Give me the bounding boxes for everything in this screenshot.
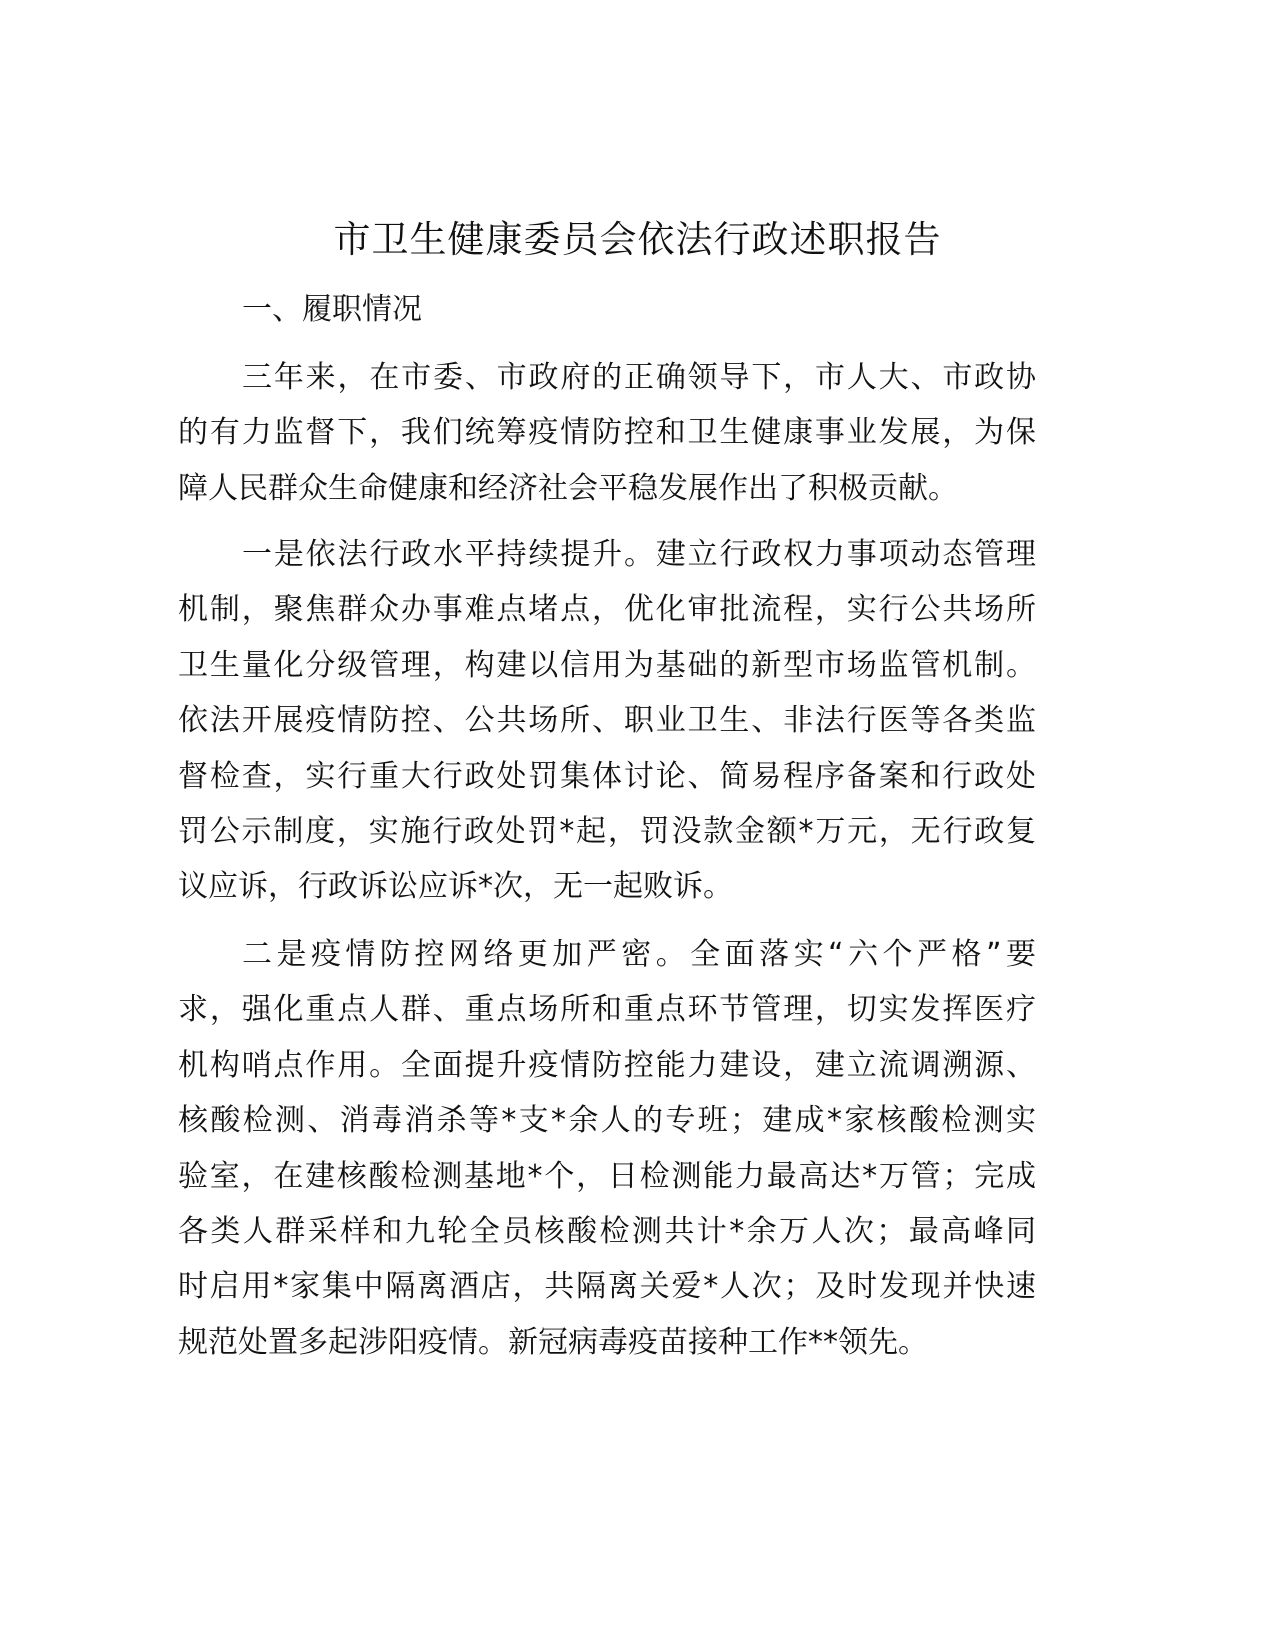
- paragraph-line: 机制，聚焦群众办事难点堵点，优化审批流程，实行公共场所: [178, 592, 1036, 628]
- paragraph-line: 二是疫情防控网络更加严密。全面落实“六个严格”要: [242, 937, 1036, 972]
- paragraph-line: 障人民群众生命健康和经济社会平稳发展作出了积极贡献。: [178, 470, 958, 506]
- paragraph-line: 时启用*家集中隔离酒店，共隔离关爱*人次；及时发现并快速: [178, 1269, 1036, 1305]
- paragraph-line: 一是依法行政水平持续提升。建立行政权力事项动态管理: [242, 537, 1036, 572]
- paragraph-line: 三年来，在市委、市政府的正确领导下，市人大、市政协: [242, 360, 1036, 395]
- paragraph-line: 罚公示制度，实施行政处罚*起，罚没款金额*万元，无行政复: [178, 814, 1036, 849]
- paragraph-line: 督检查，实行重大行政处罚集体讨论、简易程序备案和行政处: [178, 758, 1036, 794]
- paragraph-line: 各类人群采样和九轮全员核酸检测共计*余万人次；最高峰同: [178, 1214, 1036, 1249]
- paragraph-line: 依法开展疫情防控、公共场所、职业卫生、非法行医等各类监: [178, 703, 1036, 739]
- paragraph-line: 议应诉，行政诉讼应诉*次，无一起败诉。: [178, 869, 733, 905]
- paragraph-line: 核酸检测、消毒消杀等*支*余人的专班；建成*家核酸检测实: [178, 1103, 1036, 1139]
- paragraph-line: 卫生量化分级管理，构建以信用为基础的新型市场监管机制。: [178, 647, 1036, 683]
- paragraph-line: 的有力监督下，我们统筹疫情防控和卫生健康事业发展，为保: [178, 415, 1036, 451]
- paragraph-line: 验室，在建核酸检测基地*个，日检测能力最高达*万管；完成: [178, 1158, 1036, 1194]
- document-title: 市卫生健康委员会依法行政述职报告: [333, 218, 942, 261]
- paragraph-line: 求，强化重点人群、重点场所和重点环节管理，切实发挥医疗: [178, 992, 1036, 1028]
- paragraph-line: 规范处置多起涉阳疫情。新冠病毒疫苗接种工作**领先。: [178, 1324, 928, 1360]
- section-heading: 一、履职情况: [242, 292, 422, 327]
- paragraph-line: 机构哨点作用。全面提升疫情防控能力建设，建立流调溯源、: [178, 1047, 1036, 1083]
